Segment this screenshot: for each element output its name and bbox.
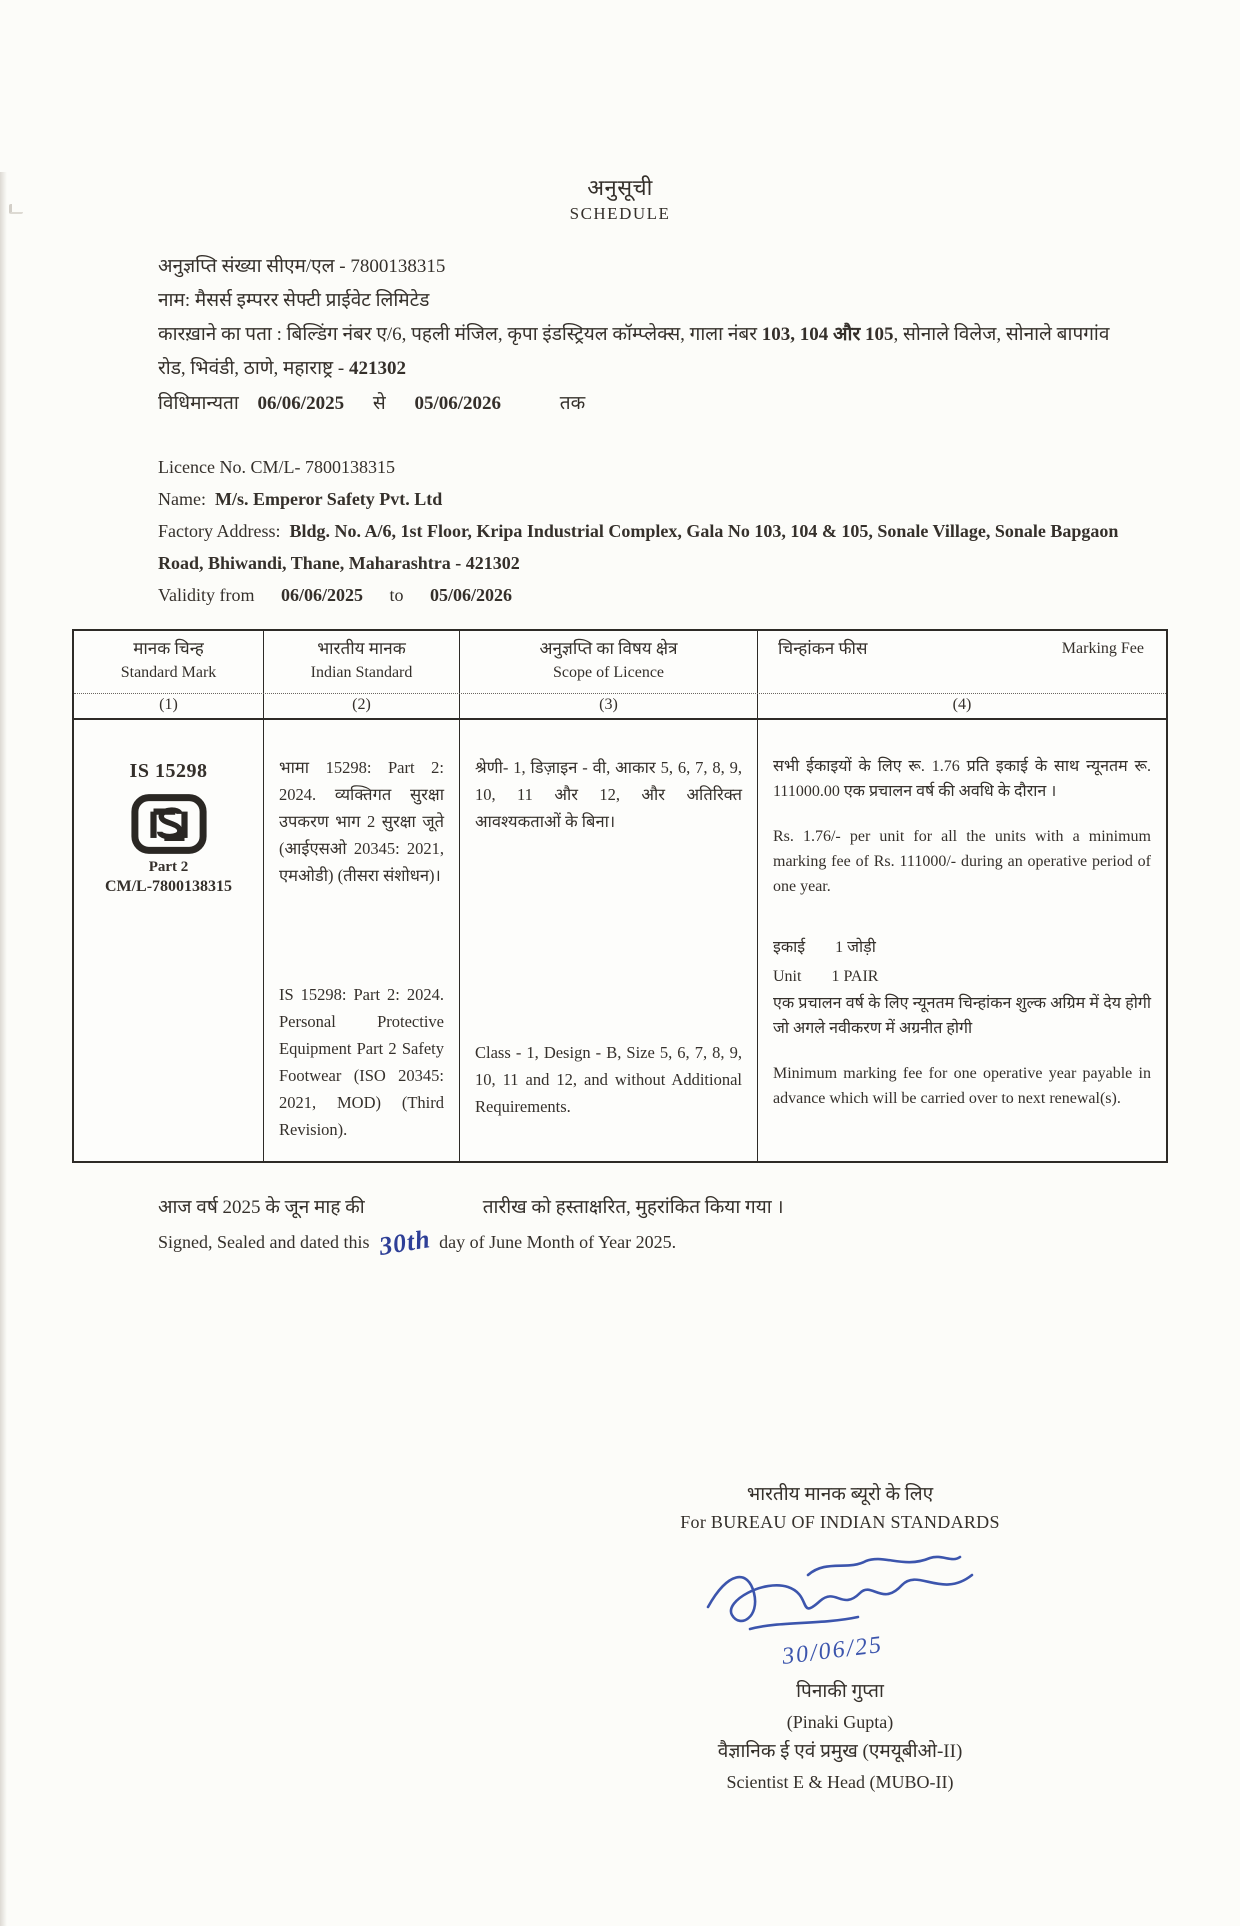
licence-details-hindi	[158, 250, 1135, 421]
licence-details-english	[158, 451, 1135, 611]
signature	[690, 1545, 990, 1675]
title-english: SCHEDULE	[569, 204, 671, 223]
validity-line-hi: विधिमान्यता 06/06/2025 से 05/06/2026 तक	[158, 393, 586, 414]
scope-english: Class - 1, Design - B, Size 5, 6, 7, 8, 9, 10, 11 and 12, and without Additional Requirements.	[475, 1043, 742, 1116]
is-number: IS 15298	[129, 760, 208, 782]
unit-line-hindi: इकाई 1 जोड़ी	[773, 939, 876, 956]
col-num-2: (2)	[264, 694, 460, 718]
header-standard-mark: मानक चिन्ह Standard Mark	[74, 631, 264, 693]
officer-designation-hindi: वैज्ञानिक ई एवं प्रमुख (एमयूबीओ-II)	[717, 1741, 963, 1762]
officer-identity	[640, 1677, 1040, 1797]
marking-fee-hindi-1: सभी ईकाइयों के लिए रू. 1.76 प्रति इकाई के साथ न्यूनतम रू. 111000.00 एक प्रचालन वर्ष की अवधि के दौरान ।	[773, 758, 1151, 800]
table-column-number-row	[74, 694, 1166, 720]
marking-fee-english-2: Minimum marking fee for one operative year payable in advance which will be carried over to next renewal(s).	[773, 1065, 1151, 1107]
validity-line-en: Validity from 06/06/2025 to 05/06/2026	[158, 585, 513, 605]
scope-of-licence-cell	[460, 720, 758, 1161]
licensee-name-line-hi: नाम: मैसर्स इम्परर सेफ्टी प्राईवेट लिमिटेड	[158, 290, 430, 311]
isi-mark-logo	[130, 793, 208, 855]
factory-address-line-hi: कारख़ाने का पता : बिल्डिंग नंबर ए/6, पहली मंजिल, कृपा इंडस्ट्रियल कॉम्प्लेक्स, गाला नंबर 103, 104 और 105, सोनाले विलेज, सोनाले बापगांव रोड, भिवंडी, ठाणे, महाराष्ट्र - 421302	[158, 324, 1110, 379]
document-title	[0, 172, 1240, 224]
col-num-1: (1)	[74, 694, 264, 718]
header-marking-fee: चिन्हांकन फीस Marking Fee	[778, 639, 1144, 658]
marking-fee-cell	[758, 720, 1166, 1161]
standard-mark-cell	[74, 720, 264, 1161]
licence-scope-table	[72, 629, 1168, 1163]
handwritten-day: 30th	[377, 1224, 434, 1261]
officer-designation-english: Scientist E & Head (MUBO-II)	[726, 1772, 954, 1792]
cml-number: CM/L-7800138315	[104, 878, 233, 895]
for-bureau-hindi: भारतीय मानक ब्यूरो के लिए	[746, 1484, 934, 1505]
signature-scribble	[690, 1545, 990, 1675]
col-num-3: (3)	[460, 694, 758, 718]
header-scope-of-licence: अनुज्ञप्ति का विषय क्षेत्र Scope of Licence	[460, 631, 758, 693]
table-header-row	[74, 631, 1166, 694]
table-row	[74, 720, 1166, 1161]
officer-name-english: (Pinaki Gupta)	[786, 1712, 894, 1732]
licence-number-line-hi: अनुज्ञप्ति संख्या सीएम/एल - 7800138315	[158, 256, 446, 277]
valid-from-date-en: 06/06/2025	[281, 585, 364, 605]
header-indian-standard: भारतीय मानक Indian Standard	[264, 631, 460, 693]
signature-block	[640, 1480, 1040, 1797]
scope-hindi: श्रेणी- 1, डिज़ाइन - वी, आकार 5, 6, 7, 8, 9, 10, 11 और 12, और अतिरिक्त आवश्यकताओं के बिना।	[475, 758, 742, 831]
factory-address-line-en: Factory Address: Bldg. No. A/6, 1st Floor, Kripa Industrial Complex, Gala No 103, 104 & 105, Sonale Village, Sonale Bapgaon Road, Bhiwandi, Thane, Maharashtra - 421302	[158, 521, 1119, 573]
valid-to-date-en: 05/06/2026	[430, 585, 513, 605]
unit-line-english: Unit 1 PAIR	[773, 968, 879, 985]
marking-fee-hindi-2: एक प्रचालन वर्ष के लिए न्यूनतम चिन्हांकन शुल्क अग्रिम में देय होगी जो अगले नवीकरण में अग्रनीत होगी	[773, 995, 1151, 1037]
col-num-4: (4)	[952, 696, 972, 713]
valid-from-date-hi: 06/06/2025	[257, 393, 345, 414]
marking-fee-english-1: Rs. 1.76/- per unit for all the units with a minimum marking fee of Rs. 111000/- during an operative period of one year.	[773, 828, 1151, 895]
signed-line-hindi: आज वर्ष 2025 के जून माह की तारीख को हस्ताक्षरित, मुहरांकित किया गया ।	[158, 1197, 784, 1218]
officer-name-hindi: पिनाकी गुप्ता	[796, 1681, 884, 1702]
indian-standard-english: IS 15298: Part 2: 2024. Personal Protective Equipment Part 2 Safety Footwear (ISO 20345: 2021, MOD) (Third Revision).	[279, 985, 444, 1139]
scan-artifact	[9, 204, 23, 214]
for-bureau-english: For BUREAU OF INDIAN STANDARDS	[680, 1512, 1000, 1532]
signature-date: 30/06/25	[780, 1631, 885, 1670]
indian-standard-hindi: भामा 15298: Part 2: 2024. व्यक्तिगत सुरक्षा उपकरण भाग 2 सुरक्षा जूते (आईएसओ 20345: 2021, एमओडी) (तीसरा संशोधन)।	[279, 758, 444, 885]
signed-line-english: Signed, Sealed and dated this 30th day of June Month of Year 2025.	[158, 1224, 677, 1261]
title-hindi: अनुसूची	[587, 175, 653, 200]
scan-edge-shade	[0, 172, 7, 1926]
licensee-name-line-en: Name: M/s. Emperor Safety Pvt. Ltd	[158, 489, 443, 509]
indian-standard-cell	[264, 720, 460, 1161]
valid-to-date-hi: 05/06/2026	[414, 393, 501, 414]
part-label: Part 2	[148, 859, 189, 875]
licence-number-line-en: Licence No. CM/L- 7800138315	[158, 457, 395, 477]
